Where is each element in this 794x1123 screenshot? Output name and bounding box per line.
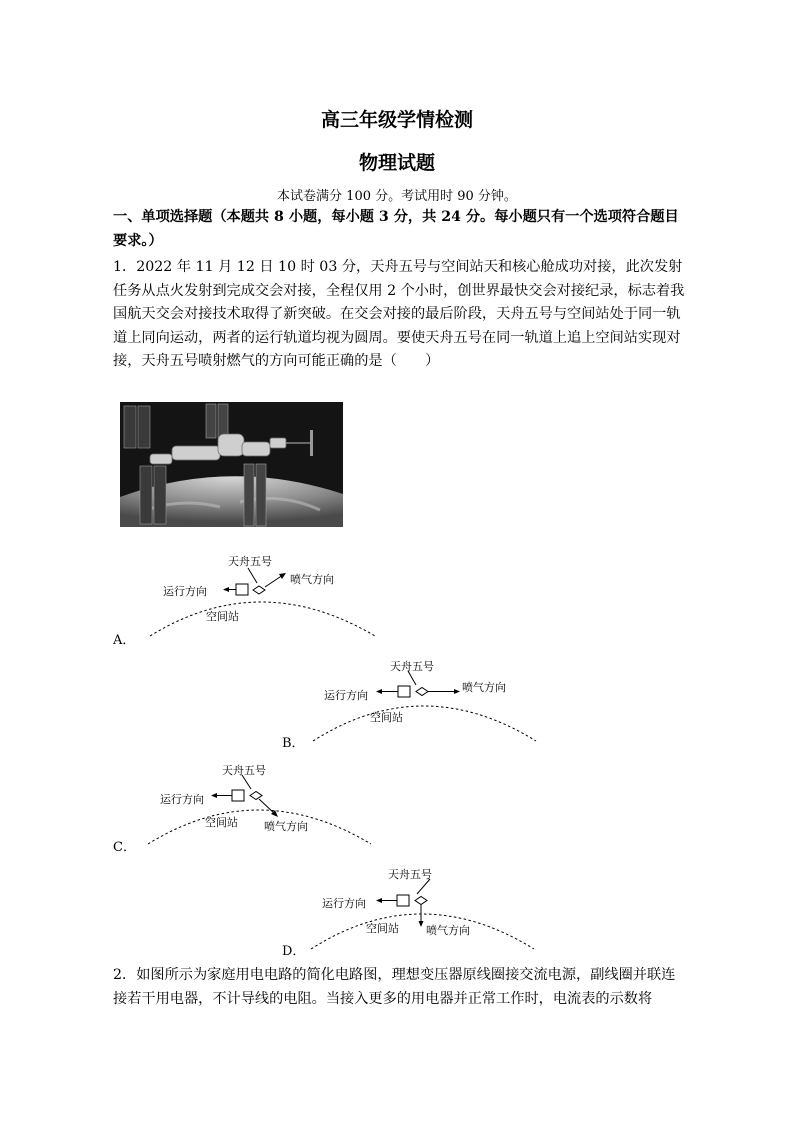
option-c-direction-label: 运行方向 xyxy=(160,793,204,806)
exam-title: 高三年级学情检测 xyxy=(320,109,473,131)
option-b-letter: B． xyxy=(282,736,305,751)
question-2-text: 2．如图所示为家庭用电电路的简化电路图，理想变压器原线圈接交流电源，副线圈并联连接若干用电器，不计导线的电阻。当接入更多的用电器并正常工作时，电流表的示数将 xyxy=(113,967,676,1007)
option-d-tianzhou-label: 天舟五号 xyxy=(388,868,432,881)
option-b-direction-label: 运行方向 xyxy=(324,689,368,702)
option-a-jet-label: 喷气方向 xyxy=(290,573,334,586)
exam-note: 本试卷满分 100 分。考试用时 90 分钟。 xyxy=(277,189,517,204)
option-d-letter: D． xyxy=(282,944,306,959)
section-heading: 一、单项选择题（本题共 8 小题，每小题 3 分，共 24 分。每小题只有一个选项符合题目要求。） xyxy=(113,209,679,249)
option-b-tianzhou-label: 天舟五号 xyxy=(390,660,434,673)
question-1-text: 1．2022 年 11 月 12 日 10 时 03 分，天舟五号与空间站天和核心舱成功对接，此次发射任务从点火发射到完成交会对接，全程仅用 2 个小时，创世界最快交会对接纪录，标志着我国航天交会对接技术取得了新突破。在交会对接的最后阶段，天舟五号与空间站处于同一轨道上同向运动，两者的运行轨道均视为圆周。要使天舟五号在同一轨道上追上空间站实现对接，天舟五号喷射燃气的方向可能正确的是（ ） xyxy=(113,259,685,370)
option-b-station-label: 空间站 xyxy=(370,711,403,724)
option-a-tianzhou-label: 天舟五号 xyxy=(228,555,272,568)
option-c-jet-label: 喷气方向 xyxy=(264,820,308,833)
option-c-tianzhou-label: 天舟五号 xyxy=(222,764,266,777)
option-a-station-label: 空间站 xyxy=(206,610,239,623)
option-d-jet-label: 喷气方向 xyxy=(426,924,470,937)
option-a-letter: A． xyxy=(113,633,136,648)
option-c-letter: C． xyxy=(113,840,136,855)
option-d-direction-label: 运行方向 xyxy=(322,897,366,910)
exam-subtitle: 物理试题 xyxy=(358,152,435,174)
space-station-photo xyxy=(120,402,343,527)
option-c-station-label: 空间站 xyxy=(205,816,238,829)
option-b-jet-label: 喷气方向 xyxy=(462,681,506,694)
option-d-station-label: 空间站 xyxy=(366,922,399,935)
option-a-direction-label: 运行方向 xyxy=(163,585,207,598)
